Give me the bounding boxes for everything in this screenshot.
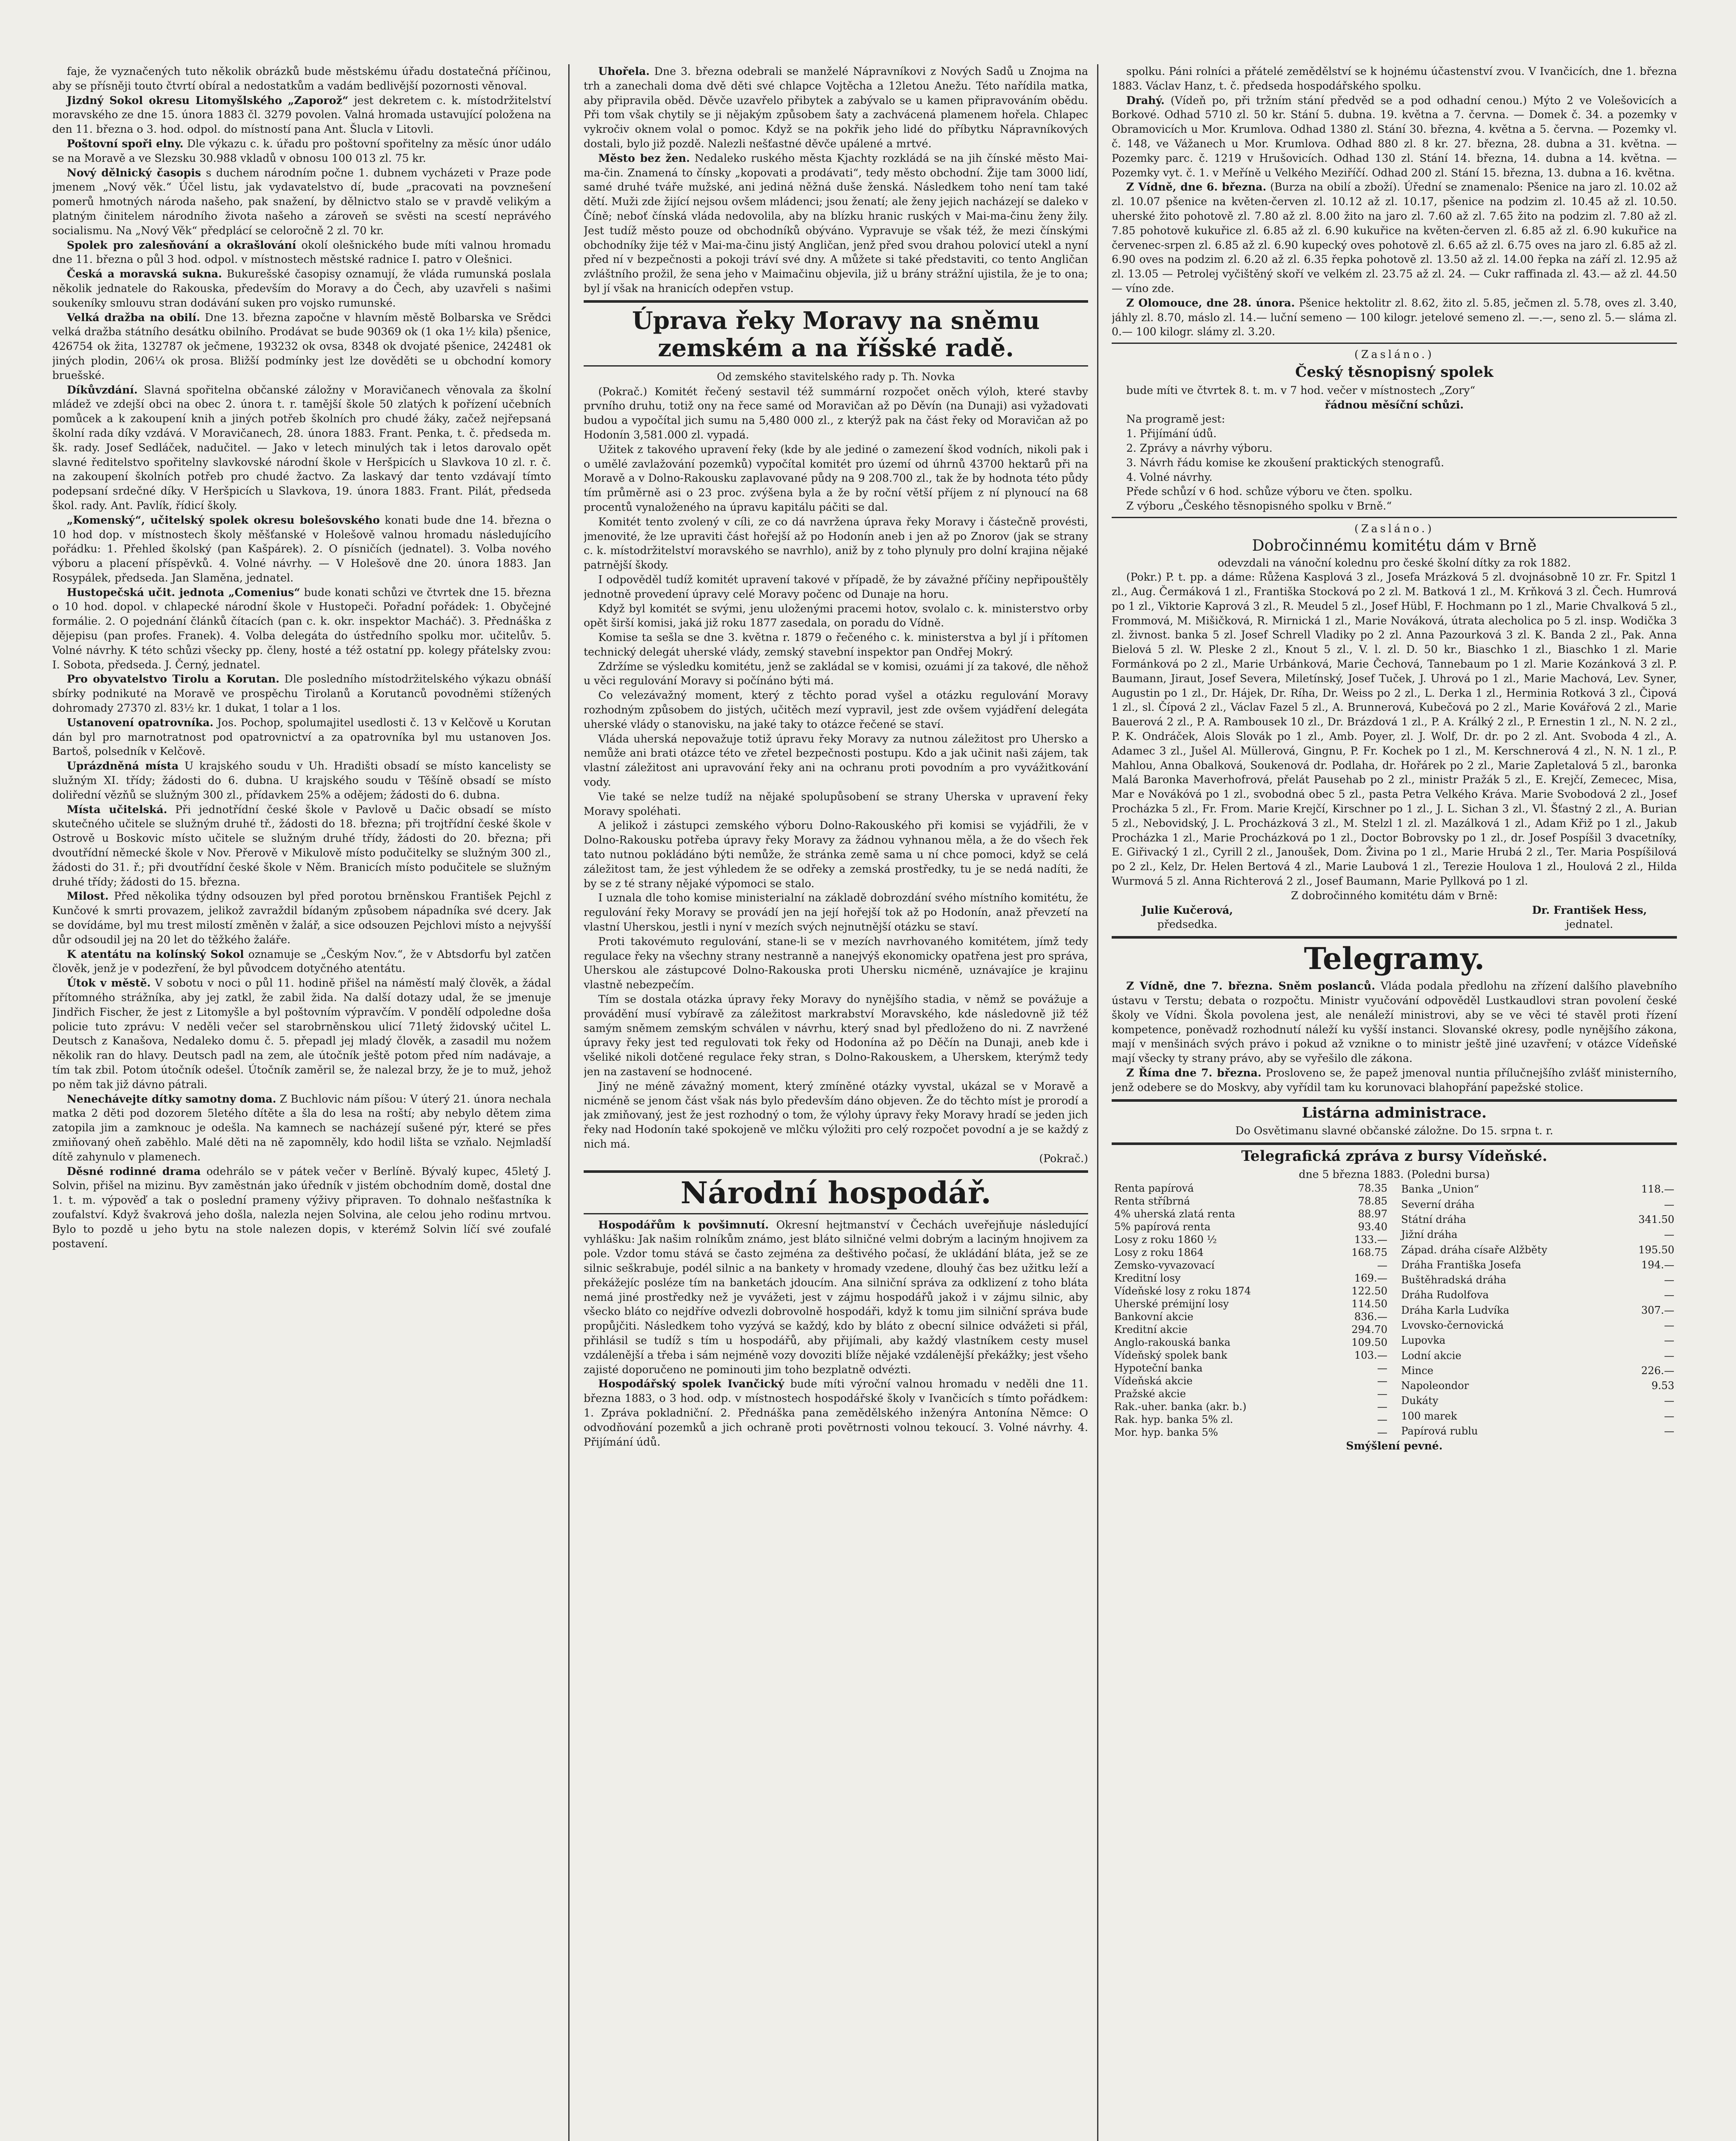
bourse-label: Severní dráha [1401, 1198, 1475, 1211]
news-paragraph [1112, 296, 1677, 339]
bourse-label: Dukáty [1401, 1395, 1438, 1407]
bourse-row [1112, 1387, 1390, 1400]
paragraph-text: Vláda podala předlohu na zřízení dalšího plavebního ústavu v Terstu; debata o rozpočtu. Ministr vyučování odpověděl Lustkaudlovi stran povolení české školy ve Vídni. Škola povolena jest, ale nenáleží ministrovi, aby se ve věci té stavěl proti řízení kompetence, poněvadž rozhodnutí náleží ku vyšší instanci. Slovanské okresy, podle nynějšího zákona, mají v menšinách svých právo i pokud až vznikne o to ministr ještě jiné uzavření; v otázce Vídeňské mají všecky ty strany právo, aby se vyřešilo dle zákona. [1112, 980, 1677, 1065]
bourse-label: Losy z roku 1860 ½ [1114, 1233, 1217, 1246]
news-paragraph [52, 383, 551, 513]
signature-left-role: předsedka. [1157, 918, 1217, 931]
column-middle [584, 64, 1088, 2141]
bourse-rule [1112, 1142, 1677, 1145]
section-rule-2 [584, 1170, 1088, 1173]
column-middle-news [584, 64, 1088, 296]
bourse-value: 836.— [1354, 1310, 1387, 1323]
paragraph-text: I uznala dle toho komise ministerialní na základě dobrozdání svého místního komitétu, že regulování řeky Moravy se provádí jen na její hořejší tok až po Hodonín, anaž převzetí na vlastní Uherskou, jestli i nyní v mezích svých nejnutnější otázku se staví. [584, 892, 1088, 933]
paragraph-text: Slavná spořitelna občanské záložny v Moravičanech věnovala za školní mládež ve zdejší obci na obec 2. února t. r. tamější škole 50 zlatých k pořízení učebních pomůcek a k zakoupení knih a jiných potřeb školních pro chudé žáky, začež nejřepsaná školní rada díky vzdává. V Moravičanech, 28. února 1883. Frant. Penka, t. č. předseda m. šk. rady. Josef Sedláček, nadučitel. — Jako v letech minulých tak i letos darovalo opět slavné ředitelstvo spořitelny slavkovské národní škole v Heršpicích u Slavkova 10 zl. r. č. na zakoupení školních potřeb pro chudé žactvo. Za laskavý dar tento vzdávají tímto podepsaní srdečné díky. V Heršpicích u Slavkova, 19. února 1883. Frant. Pilát, předseda škol. rady. Ant. Pavlík, řídicí školy. [52, 383, 551, 512]
paragraph-heading: Díkůvzdání. [67, 383, 138, 396]
bourse-value: 195.50 [1638, 1243, 1674, 1256]
bourse-label: Mor. hyp. banka 5% [1114, 1426, 1218, 1438]
bourse-label: Vídeňský spolek bank [1114, 1349, 1227, 1361]
bourse-value: — [1664, 1334, 1674, 1347]
notice2-subtitle: odevzdali na vánoční kolednu pro české školní dítky za rok 1882. [1217, 556, 1571, 569]
news-paragraph [52, 238, 551, 267]
bourse-value: — [1377, 1426, 1387, 1438]
paragraph-heading: Děsné rodinné drama [67, 1165, 201, 1178]
notice1-line: řádnou měsíční schůzi. [1324, 398, 1464, 411]
market-news [1112, 64, 1677, 339]
bourse-row [1112, 1208, 1390, 1220]
news-paragraph [584, 688, 1088, 731]
news-paragraph [584, 891, 1088, 934]
article-body [584, 385, 1088, 1151]
news-paragraph [52, 137, 551, 166]
notice2-title: Dobročinnému komitétu dám v Brně [1252, 537, 1537, 555]
paragraph-text: oznamuje se „Českým Nov.“, že v Abtsdorfu byl zatčen člověk, jenž je v podezření, že byl původcem dotyčného atentátu. [52, 948, 551, 975]
bourse-row [1112, 1246, 1390, 1259]
paragraph-text: Zdržíme se výsledku komitétu, jenž se zakládal se v komisi, ozuámi jí za takové, dle něhož u věci regulování Moravy si počínáno býti má. [584, 660, 1088, 687]
bourse-label: Renta papírová [1114, 1182, 1194, 1194]
paragraph-heading: Nenechávejte dítky samotny doma. [67, 1092, 277, 1105]
bourse-value: — [1664, 1274, 1674, 1286]
bourse-label: Bankovní akcie [1114, 1310, 1193, 1323]
bourse-row [1399, 1272, 1677, 1287]
paragraph-text: s duchem národním počne 1. dubnem vycházeti v Praze pode jmenem „Nový věk.“ Účel listu, jak vydavatelstvo dí, bude „pracovati na povznešení pomerů hmotných národa našeho, pak snažení, by dělnictvo stalo se v pravdě velikým a platným činitelem národního života našeho a zároveň se svěsti na scestí neprávého socialismu. Na „Nový Věk“ předplácí se celoročně 2 zl. 70 kr. [52, 166, 551, 237]
news-paragraph [584, 442, 1088, 515]
bourse-label: Kreditní losy [1114, 1272, 1181, 1284]
news-paragraph [584, 602, 1088, 631]
notice1-line: 3. Návrh řádu komise ke zkoušení praktických stenografů. [1126, 456, 1444, 469]
notice2-label: (Zasláno.) [1354, 522, 1435, 535]
bourse-label: Dráha Karla Ludvíka [1401, 1304, 1509, 1316]
bourse-label: 100 marek [1401, 1410, 1457, 1422]
paragraph-text: Vie také se nelze tudíž na nějaké spolupůsobení se strany Uherska v upravení řeky Moravy spoléhati. [584, 790, 1088, 817]
notice1-line: 2. Zprávy a návrhy výboru. [1126, 441, 1273, 454]
bourse-label: Zemsko-vyvazovací [1114, 1259, 1215, 1271]
bourse-row [1399, 1212, 1677, 1227]
bourse-label: Renta stříbrná [1114, 1195, 1190, 1207]
bourse-date: dne 5 března 1883. (Poledni bursa) [1298, 1168, 1490, 1181]
bourse-label: Kreditní akcie [1114, 1323, 1188, 1336]
news-paragraph [52, 672, 551, 715]
paragraph-text: Vláda uherská nepovažuje totiž úpravu řeky Moravy za nutnou záležitost pro Uhersko a nemůže ani brati otázce této ve zřetel bezpečnosti postupu. Kdo a jak učinit naši zájem, tak vlastní záležitost ani upravování řeky ani na ochranu proti povodním a pro vyvážitkování vody. [584, 732, 1088, 789]
bourse-row [1399, 1408, 1677, 1423]
bourse-title: Telegrafická zpráva z bursy Vídeňské. [1241, 1148, 1548, 1165]
signature-right [1532, 903, 1647, 932]
bourse-row [1399, 1393, 1677, 1408]
paragraph-heading: Česká a moravská sukna. [67, 268, 222, 280]
news-paragraph [584, 934, 1088, 992]
paragraph-text: Před několika týdny odsouzen byl před porotou brněnskou František Pejchl z Kunčové k smrti provazem, jelikož zavraždil bídaným způsobem nápadníka své dcery. Jak se dovídáme, byl mu trest milostí změněn v žalář, a sice odsouzen Pejchlovi místo a nejvyšší důr odsoudil jej na 20 let do těžkého žaláře. [52, 890, 551, 946]
paragraph-heading: Jizdný Sokol okresu Litomyšlského „Zaporož“ [67, 94, 349, 107]
paragraph-text: Jos. Pochop, spolumajitel usedlosti č. 13 v Kelčově u Korutan dán byl pro marnotratnost pod opatrovnictví a za opatrovníka byl mu ustanoven Jos. Bartoš, polsedník v Kelčově. [52, 716, 551, 758]
paragraph-text: Proti takovémuto regulování, stane-li se v mezích navrhovaného komitétem, jímž tedy regulace řeky na všechny strany nestranně a nanejvýš ekonomicky opatřena jest pro správa, Uherskou ale zástupcové Dolno-Rakouska proti Uhersku nicméně, uznávajíce je krajinu vlastně nebezpečím. [584, 935, 1088, 991]
news-paragraph [584, 385, 1088, 442]
bourse-label: Lodní akcie [1401, 1349, 1462, 1362]
bourse-value: 114.50 [1351, 1297, 1387, 1310]
bourse-label: Losy z roku 1864 [1114, 1246, 1204, 1258]
signature-right-role: jednatel. [1566, 918, 1614, 931]
news-paragraph [52, 166, 551, 238]
paragraph-text: Tím se dostala otázka úpravy řeky Moravy do nynějšího stadia, v němž se povážuje a provádění musí vybíravě za záležitost markrabství Moravského, kde následovně již též samým sněmem zemským schválen v návrhu, který snad byl předloženo do ni. Z navržené úpravy řeky jest ted regulovati tok řeky od Hodonína až po Děčín na Dunaji, aneb kde i všeliké nikoli dotčené regulace řeky stran, s Dolno-Rakouskem, a Uherskem, kterýmž tedy jen na zastavení se hodnocené. [584, 993, 1088, 1078]
bourse-value: — [1664, 1289, 1674, 1301]
paragraph-text: spolku. Páni rolníci a přátelé zemědělství se k hojnému účastenství zvou. V Ivančicích, dne 1. března 1883. Václav Hanz, t. č. předseda hospodářského spolku. [1112, 65, 1677, 92]
news-paragraph [52, 585, 551, 672]
notice1-line: bude míti ve čtvrtek 8. t. m. v 7 hod. večer v místnostech „Zory“ [1126, 384, 1476, 397]
news-paragraph [1112, 64, 1677, 93]
bourse-label: Západ. dráha císaře Alžběty [1401, 1243, 1548, 1256]
paragraph-heading: Z Říma dne 7. března. [1126, 1067, 1262, 1079]
news-paragraph [584, 992, 1088, 1079]
bourse-value: — [1377, 1413, 1387, 1425]
paragraph-heading: Útok v městě. [67, 977, 151, 990]
bourse-row [1399, 1288, 1677, 1303]
bourse-label: Dráha Františka Josefa [1401, 1258, 1521, 1271]
economy-rule [584, 1213, 1088, 1214]
paragraph-text: Komitét tento zvolený v cíli, ze co dá navržena úprava řeky Moravy i částečně provésti, jmenovité, že lze upraviti část hořejší až po Hodonín aneb i jen až po Znorov (jak se strany c. k. místodržitelství moravského se navrhlo), aniž by z toho plynuly pro dolní krajina nějaké patrnější škody. [584, 515, 1088, 572]
bourse-row [1112, 1233, 1390, 1246]
paragraph-text: Dle posledního místodržitelského výkazu obnáší sbírky podnikuté na Moravě ve prospěchu Tirolanů a Korutanců povodněmi stížených dohromady 27370 zl. 83½ kr. 1 dukat, 1 tolar a 1 los. [52, 673, 551, 715]
bourse-label: Uherské prémijní losy [1114, 1297, 1229, 1310]
bourse-footer: Smýšlení pevné. [1346, 1439, 1443, 1452]
notice2-signature [1112, 903, 1677, 932]
bourse-label: Vídeňské losy z roku 1874 [1114, 1285, 1251, 1297]
news-paragraph [584, 790, 1088, 819]
bourse-row [1399, 1257, 1677, 1272]
news-paragraph [584, 630, 1088, 659]
paragraph-heading: Místa učitelská. [67, 803, 167, 816]
signature-left [1142, 903, 1233, 932]
bourse-value: — [1664, 1395, 1674, 1407]
bourse-row [1399, 1182, 1677, 1197]
bourse-row [1112, 1349, 1390, 1362]
bourse-value: 78.85 [1358, 1195, 1387, 1207]
news-paragraph [52, 310, 551, 383]
bourse-label: Rak. hyp. banka 5% zl. [1114, 1413, 1233, 1425]
bourse-row [1112, 1336, 1390, 1349]
signature-left-name: Julie Kučerová, [1142, 904, 1233, 916]
news-paragraph [1112, 979, 1677, 1066]
news-paragraph [52, 802, 551, 889]
column-divider-2 [1097, 64, 1098, 2141]
paragraph-heading: Hustopečská učit. jednota „Comenius“ [67, 586, 300, 599]
paragraph-text: Užitek z takového upravení řeky (kde by ale jediné o zamezení škod vodních, nikoli pak i o umělé zavlažování pozemků) vypočítal komitét pro území od úhrnů 43700 hektarů při na Moravě a v Dolno-Rakousku zaplavované půdy na 9 208.700 zl., tak že by hodnota této půdy tím průměrně asi o 23 proc. zvýšena byla a že by roční větší příjem z ní plynoucí na 68 procentů vynaloženého na úpravu kapitálu páčiti se dal. [584, 443, 1088, 513]
news-paragraph [584, 818, 1088, 891]
bourse-row [1399, 1318, 1677, 1333]
paragraph-text: (Vídeň po, při tržním stání předvěd se a pod odhadní cenou.) Mýto 2 ve Volešovicích a Borkové. Odhad 5710 zl. 50 kr. Stání 5. dubna. 19. května a 7. června. — Domek č. 34. a pozemky v Obramovicích u Mor. Krumlova. Odhad 1380 zl. Stání 30. března, 4. května a 5. června. — Pozemky vl. č. 148, ve Vážanech u Mor. Krumlova. Odhad 880 zl. 8 kr. 27. března, 28. dubna a 31. května. — Pozemky parc. č. 1219 v Hrušovicích. Odhad 130 zl. Stání 14. března, 14. dubna a 14. května. — Pozemky vyt. č. 1. v Meříně u Velkého Meziříčí. Odhad 200 zl. Stání 15. března, 13. dubna a 16. května. [1112, 94, 1677, 179]
paragraph-heading: Velká dražba na obilí. [67, 311, 200, 324]
article-title: Úprava řeky Moravy na sněmu zemském a na říšské radě. [632, 306, 1040, 362]
telegram-rule [1112, 936, 1677, 939]
notice1-title: Český těsnopisný spolek [1295, 363, 1494, 381]
paragraph-text: bude míti výroční valnou hromadu v neděli dne 11. března 1883, o 3 hod. odp. v místnostech hospodářské školy v Ivančicích s tímto pořádkem: 1. Zpráva pokladniční. 2. Přednáška pana zemědělského inženýra Antonína Němce: O odvodňování pozemků a jich ochraně proti povětrnosti volnou tekoucí. 3. Volné návrhy. 4. Přijímání údů. [584, 1378, 1088, 1448]
paragraph-text: Pšenice hektolitr zl. 8.62, žito zl. 5.85, ječmen zl. 5.78, oves zl. 3.40, jáhly zl. 8.70, máslo zl. 14.— luční semeno — 100 kilogr. jetelové semeno zl. —.—, seno zl. 5.— sláma zl. 0.— 100 kilogr. slámy zl. 3.20. [1112, 296, 1677, 338]
news-paragraph [584, 64, 1088, 151]
news-paragraph [1112, 1066, 1677, 1095]
bourse-label: Lupovka [1401, 1334, 1446, 1347]
news-paragraph [52, 759, 551, 802]
bourse-value: 122.50 [1351, 1285, 1387, 1297]
notice2-text: (Pokr.) P. t. pp. a dáme: Růžena Kasplová 3 zl., Josefa Mrázková 5 zl. dvojnásobně 10 zr. Fr. Spitzl 1 zl., Aug. Čermáková 1 zl., Františka Stocková po 2 zl. M. Batková 1 zl., M. Krňková 3 zl. Čech. Humrová po 1 zl., Viktorie Kaprová 3 zl., R. Meudel 5 zl., Josef Hübl, F. Hochmann po 1 zl., Marie Chvalková 5 zl., Frommová, M. Mišičková, R. Mirnická 1 zl., Marie Nováková, útrata alecholica po 5 zl. insp. Wodička 3 zl. živnost. banka 5 zl. Josef Schrell Vladiky po 2 zl. Anna Pazourková 3 zl. K. Banda 2 zl., Pak. Anna Bielová 5 zl. W. Pleske 2 zl., Knout 5 zl., V. l. zl. D. 50 kr., Biaschko 1 zl., Biaschko 1 zl. Marie Formánková po 2 zl., Marie Urbánková, Marie Čechová, Tannebaum po 1 zl. Marie Kozánková 3 zl. P. Baumann, Jiraut, Josef Severa, Miletínský, Josef Tuček, J. Uhrová po 1 zl., Marie Machová, Lev. Syner, Augustin po 1 zl., Dr. Hájek, Dr. Ríha, Dr. Weiss po 2 zl., L. Derka 1 zl., Herminia Rotková 3 zl., Čipová 1 zl., sl. Čípová 2 zl., Václav Fazel 5 zl., A. Brunnerová, Kubečová po 2 zl., Marie Kovářová 2 zl., Marie Bauerová 2 zl., P. A. Rambousek 10 zl., Dr. Brázdová 1 zl., P. A. Králký 2 zl., P. Ernestin 1 zl., N. N. 2 zl., P. K. Ondráček, Alois Slovák po 1 zl., Amb. Poyer, zl. J. Wolf, Dr. dr. po 2 zl. Ant. Svoboda 4 zl., A. Adamec 3 zl., Jušel Al. Müllerová, Gingnu, P. Fr. Kochek po 1 zl., M. Kerschnerová 4 zl., N. N. 1 zl., P. Mahlou, Anna Obalková, Soukenová dr. Podlaha, dr. Hořárek po 2 zl., Marie Zapletalová 5 zl., baronka Malá Baronka Maverhofrová, přelát Pausehab po 2 zl., ministr Pražák 5 zl., E. Krejčí, Zemecec, Misa, Mar e Novákóvá po 1 zl., svobodná obec 5 zl., pasta Petra Velkého Kráva. Marie Svobodová 2 zl., Josef Procházka 5 zl., Fr. From. Marie Krejčí, Kirschner po 1 zl., J. L. Sichan 3 zl., Vl. Šťastný 2 zl., A. Burian 5 zl., Nebovidský, J. L. Procházková 3 zl., M. Stelzl 1 zl. zl. Mazálková 1 zl., Adam Křiž po 1 zl., Jakub Procházka 1 zl., Marie Procházková po 1 zl., Doctor Bobrovsky po 1 zl., dr. Josef Pospíšil 3 dvacetníky, E. Giřivacký 1 zl., Cyrill 2 zl., Janoušek, Dom. Živina po 1 zl., Marie Hrubá 2 zl., Ter. Maria Pospíšilová po 2 zl., Kelz, Dr. Helen Bertová 4 zl., Marie Laubová 1 zl., Terezie Houlova 1 zl., Houlová 2 zl., Hilda Wurmová 5 zl. Anna Richterová 2 zl., Josef Baumann, Marie Pyllková po 1 zl. [1112, 571, 1677, 888]
bourse-value: — [1664, 1349, 1674, 1362]
paragraph-text: Dne 3. března odebrali se manželé Nápravníkovi z Nových Sadů u Znojma na trh a zanechali doma dvě děti své chlapce Vojtěcha a 12letou Anežu. Této nařídila matka, aby připravila oběd. Děvče uzavřelo přibytek a zabývalo se u kamen připravováním obědu. Při tom však chytily se ji nějakým způsobem šaty a zachvácená plamenem hořela. Chlapec vykročiv oknem volal o pomoc. Když se na pokřik jeho lidé do příbytku Nápravníkových dostali, bylo již pozdě. Nalezli nešťastné děvče upálené a mrtvé. [584, 65, 1088, 150]
column-divider-1 [568, 64, 570, 2141]
bourse-value: 194.— [1641, 1258, 1674, 1271]
paragraph-text: A jelikož i zástupci zemského výboru Dolno-Rakouského při komisi se vyjádřili, že v Dolno-Rakousku potřeba úpravy řeky Moravy za žádnou vyhnanou měla, a že do všech řek tato nutnou pokládáno býti nemůže, že stránka země sama u ní chce pomoci, když se celá záležitost tam, že jest výhledem že se odřeky a zemská prostředky, tu je se nedá nadíti, že by se z té strany nějaké výpomoci se stalo. [584, 819, 1088, 890]
bourse-label: Rak.-uher. banka (akr. b.) [1114, 1400, 1247, 1413]
paragraph-text: Z Buchlovic nám píšou: V úterý 21. února nechala matka 2 děti pod dozorem 5letého dítěte a šla do lesa na roští; aby nebylo dětem zima zatopila jim a zamknouc je odešla. Na kamnech se nacházejí sušené pýr, které se přes zmiňovaný oheň zaběhlo. Malé děti na ně zapomněly, kdo hodil lišta se vzňalo. Nejmladší dítě zahynulo v plamenech. [52, 1092, 551, 1163]
bourse-row [1399, 1333, 1677, 1348]
bourse-value: 78.35 [1358, 1182, 1387, 1194]
signature-right-name: Dr. František Hess, [1532, 904, 1647, 916]
telegrams-body [1112, 979, 1677, 1094]
notice1-line: Přede schůzí v 6 hod. schůze výboru ve čten. spolku. [1126, 485, 1413, 498]
title-rule [584, 365, 1088, 367]
bourse-value: — [1664, 1319, 1674, 1331]
article-end: (Pokrač.) [1039, 1152, 1088, 1165]
bourse-label: 5% papírová renta [1114, 1220, 1211, 1233]
news-paragraph [52, 93, 551, 137]
bourse-value: — [1664, 1229, 1674, 1241]
paragraph-text: Komise ta sešla se dne 3. května r. 1879 o řečeného c. k. ministerstva a byl jí i přítomen technický delegát uherské vlády, zemský stavební inspektor pan Ondřej Mokrý. [584, 631, 1088, 658]
bourse-label: Vídeňská akcie [1114, 1375, 1193, 1387]
news-paragraph [52, 947, 551, 976]
bourse-value: 93.40 [1358, 1220, 1387, 1233]
news-paragraph [584, 515, 1088, 573]
column-right [1112, 64, 1677, 2141]
bourse-label: Pražské akcie [1114, 1387, 1186, 1400]
news-paragraph [584, 659, 1088, 689]
paragraph-text: Bukurešské časopisy oznamují, že vláda rumunská poslala několik jednatele do Rakouska, především do Moravy a do Čech, aby uzavřeli s našimi soukeníky smlouvu stran dodávání suken pro vojsko rumunské. [52, 268, 551, 309]
paragraph-heading: Uprázdněná místa [67, 760, 179, 772]
paragraph-text: Dle výkazu c. k. úřadu pro poštovní spořitelny za měsíc únor událo se na Moravě a ve Slezsku 30.988 vkladů v obnosu 100 013 zl. 75 kr. [52, 137, 551, 164]
bourse-label: Anglo-rakouská banka [1114, 1336, 1231, 1348]
column-left [52, 64, 551, 2141]
paragraph-heading: Uhořela. [598, 65, 650, 78]
paragraph-text: bude konati schůzi ve čtvrtek dne 15. března o 10 hod. dopol. v chlapecké národní škole v Hustopeči. Pořadní pořádek: 1. Obyčejné formálie. 2. O pojednání článků čítacích (pan c. k. okr. inspektor Macháč). 3. Přednáška z dějepisu (pan profes. Franek). 4. Volba delegáta do ústředního spolku mor. učitelův. 5. Volné návrhy. K této schůzi všecky pp. členy, hosté a též ostatní pp. kolegy přátelsky zvou: I. Sobota, předseda. J. Černý, jednatel. [52, 586, 551, 671]
news-paragraph [52, 267, 551, 310]
bourse-label: Lvovsko-černovická [1401, 1319, 1504, 1331]
paragraph-heading: Drahý. [1126, 94, 1165, 107]
bourse-row [1399, 1378, 1677, 1393]
bourse-row [1112, 1400, 1390, 1413]
bourse-row [1112, 1310, 1390, 1323]
bourse-label: 4% uherská zlatá renta [1114, 1208, 1235, 1220]
bourse-value: 109.50 [1351, 1336, 1387, 1348]
news-paragraph [52, 1092, 551, 1164]
paragraph-text: odehrálo se v pátek večer v Berlíně. Bývalý kupec, 45letý J. Solvin, přišel na mizinu. Byv zaměstnán jako úředník v jistém obchodním domě, dostal dne 1. t. m. výpověď a tak o poslední prameny výživy připraven. To dohnalo nešťastníka k zoufalství. Když švakrová jeho došla, nalezla nejen Solvina, ale celou jeho rodinu mrtvou. Bylo to pozdě u jeho bytu na stole nalezen dopis, v kterémž Solvin líčí své zoufalé postavení. [52, 1165, 551, 1250]
paragraph-heading: Milost. [67, 890, 109, 903]
paragraph-text: okolí olešnického bude míti valnou hromadu dne 11. března o půl 3 hod. odpol. v místnostech městské radnice I. patro v Olešnici. [52, 239, 551, 266]
paragraph-heading: Hospodářský spolek Ivančický [598, 1378, 784, 1390]
bourse-value: — [1377, 1362, 1387, 1374]
paragraph-heading: „Komenský“, učitelský spolek okresu bolešovského [67, 513, 380, 526]
notice2-sign-intro: Z dobročinného komitétu dám v Brně: [1291, 889, 1498, 902]
bourse-label: Banka „Union“ [1401, 1183, 1479, 1196]
economy-body [584, 1218, 1088, 1449]
bourse-row [1112, 1285, 1390, 1297]
paragraph-heading: Pro obyvatelstvo Tirolu a Korutan. [67, 673, 280, 686]
paragraph-text: (Pokrač.) Komitét řečený sestavil též summární rozpočet oněch výloh, které stavby prvního druhu, totiž ony na řece samé od Moravičan až po Děvín (na Dunaji) asi vyžadovati budou a vypočítal jich sumu na 5,480 000 zl., z kterýž pak na část řeky od Moravičan až po Hodonín 3,581.000 zl. vypadá. [584, 385, 1088, 441]
paragraph-text: Prosloveno se, že papež jmenoval nuntia přílučnejšího zvlášť ministerního, jenž odebere se do Moskvy, aby vyřídil tam ku korunovaci blahopřání papežské stolice. [1112, 1067, 1677, 1094]
section-rule [584, 300, 1088, 303]
bourse-label: Buštěhradská dráha [1401, 1274, 1506, 1286]
notice1-line: 1. Přijímání údů. [1126, 427, 1217, 440]
bourse-value: 169.— [1354, 1272, 1387, 1284]
bourse-row [1399, 1227, 1677, 1242]
bourse-value: — [1377, 1387, 1387, 1400]
paragraph-heading: Hospodářům k povšimnutí. [598, 1218, 769, 1231]
bourse-row [1399, 1348, 1677, 1363]
bourse-label: Jižní dráha [1401, 1229, 1458, 1241]
bourse-value: — [1664, 1410, 1674, 1422]
news-paragraph [584, 1079, 1088, 1151]
bourse-label: Mince [1401, 1364, 1434, 1377]
notice1-line: Z výboru „Českého těsnopisného spolku v Brně.“ [1126, 500, 1392, 513]
bourse-value: 307.— [1641, 1304, 1674, 1316]
paragraph-heading: Z Vídně, dne 6. března. [1126, 181, 1267, 194]
bourse-value: — [1377, 1259, 1387, 1271]
notice1-line: 4. Volné návrhy. [1126, 471, 1213, 483]
bourse-label: Hypoteční banka [1114, 1362, 1203, 1374]
paragraph-heading: Nový dělnický časopis [67, 166, 201, 179]
paragraph-text: I odpověděl tudíž komitét upravení takové v případě, že by závažné příčiny nepřipouštěly jednotně provedení úpravy celé Moravy počenc od Dunaje na horu. [584, 573, 1088, 600]
bourse-row [1112, 1297, 1390, 1310]
paragraph-heading: K atentátu na kolínský Sokol [67, 948, 244, 960]
paragraph-text: U krajského soudu v Uh. Hradišti obsadí se místo kancelisty se služným XI. třídy; žádosti do 6. dubna. U krajského soudu v Těšíně obsadí se místo doliřední vězňů se služným 300 zl., přídavkem 25% a odějem; žádosti do 6. dubna. [52, 760, 551, 801]
paragraph-text: Okresní hejtmanství v Čechách uveřejňuje následující vyhlášku: Jak našim rolníkům známo, jest bláto silničné velmi dobrým a laciným hnojivem za pole. Vzdor tomu stává se často zejména za deštivého počasí, že ukládání bláta, jež se ze silnic seškrabuje, podél silnic a na bankety v hromady vzedene, dlouhý čas bez užitku leží a překážejíc posléze tím na banketách jdoucím. Ana silniční správa za odklizení z toho bláta nemá jiné prostředky než je vyvážeti, jest v zájmu hospodářů jakož i v zájmu silnic, aby všecko bláto co nejdříve odvezli dobrovolně hospodáři, když k tomu jim silniční správa bude propůjčiti. Následkem toho vyzývá se každý, kdo by bláto z obecní silnice odvážeti si přál, přihlásil se tudíž s tím u hospodářů, aby přijímali, aby každý vlastníkem cesty musel vzdálenější a třeba i sám nejméně vozy dovoziti blíže nějaké vzdálenější překážky; jest všeho zajisté doporučeno ne pominouti jim toho bezplatně odvézti. [584, 1218, 1088, 1376]
bourse-label: Dráha Rudolfova [1401, 1289, 1489, 1301]
bourse-table [1112, 1182, 1677, 1439]
bourse-row [1399, 1242, 1677, 1257]
bourse-label: Státní dráha [1401, 1213, 1466, 1226]
news-paragraph [584, 1218, 1088, 1377]
notice1-line: Na programě jest: [1126, 413, 1225, 426]
news-paragraph [52, 716, 551, 759]
paragraph-text: Když byl komitét se svými, jenu uloženými pracemi hotov, svolalo c. k. ministerstvo orby opět širší komisi, jaká již roku 1877 zasedala, on poradu do Vídně. [584, 602, 1088, 629]
notice1-body [1112, 383, 1677, 513]
bourse-value: 9.53 [1651, 1380, 1674, 1392]
news-paragraph [52, 513, 551, 585]
bourse-value: 103.— [1354, 1349, 1387, 1361]
bourse-row [1112, 1272, 1390, 1285]
bourse-value: — [1664, 1198, 1674, 1211]
admin-text: Do Osvětimanu slavné občanské záložne. Do 15. srpna t. r. [1235, 1124, 1554, 1137]
notice2-rule [1112, 517, 1677, 518]
bourse-value: 168.75 [1351, 1246, 1387, 1258]
news-paragraph [584, 1377, 1088, 1449]
bourse-row [1112, 1362, 1390, 1375]
news-paragraph [52, 889, 551, 947]
paragraph-text: (Burza na obilí a zboží). Úřední se znamenalo: Pšenice na jaro zl. 10.02 až zl. 10.07 pšenice na květen-červen zl. 10.12 až zl. 10.17, pšenice na podzim zl. 10.45 až zl. 10.50. uherské žito pohotově zl. 7.80 až zl. 8.00 žito na jaro zl. 7.60 až zl. 7.65 žito na podzim zl. 7.80 až zl. 7.85 pohotově kukuřice zl. 6.85 až zl. 6.90 kukuřice na květen-červen zl. 6.85 až zl. 6.90 kukuřice na červenec-srpen zl. 6.85 až zl. 6.90 kupecký oves pohotově zl. 6.65 až zl. 6.75 oves na jaro zl. 6.85 až zl. 6.90 oves na podzim zl. 6.20 až zl. 6.35 řepka pohotově zl. 13.50 až zl. 14.00 řepka na září zl. 12.95 až zl. 13.05 — Petrolej vyčištěný skoří ve velkém zl. 23.75 až zl. 24. — Cukr raffinada zl. 43.— až zl. 44.50 — víno zde. [1112, 181, 1677, 295]
paragraph-heading: Z Olomouce, dne 28. února. [1126, 296, 1295, 309]
bourse-value: 133.— [1354, 1233, 1387, 1246]
economy-section-title: Národní hospodář. [680, 1175, 991, 1211]
telegrams-title: Telegramy. [1304, 941, 1485, 977]
bourse-row [1399, 1303, 1677, 1318]
notice-rule [1112, 343, 1677, 344]
bourse-value: 294.70 [1351, 1323, 1387, 1336]
paragraph-text: konati bude dne 14. března o 10 hod dop. v místnostech školy měšťanské v Holešově valnou hromadu následujícího pořádku: 1. Přehled školský (pan Kašpárek). 2. O písničích (jednatel). 3. Volba nového výboru a placení příspěvků. 4. Volné návrhy. — V Holešově dne 20. února 1883. Jan Rosypálek, předseda. Jan Slaměna, jednatel. [52, 513, 551, 584]
bourse-value: — [1377, 1400, 1387, 1413]
paragraph-heading: Poštovní spoři elny. [67, 137, 184, 150]
bourse-row [1112, 1426, 1390, 1439]
bourse-row [1112, 1259, 1390, 1272]
news-paragraph [52, 64, 551, 93]
news-paragraph [584, 151, 1088, 296]
bourse-row [1112, 1220, 1390, 1233]
news-paragraph [52, 1164, 551, 1251]
bourse-row [1112, 1182, 1390, 1195]
bourse-value: 118.— [1641, 1183, 1674, 1196]
admin-rule [1112, 1099, 1677, 1102]
notice1-label: (Zasláno.) [1354, 348, 1435, 361]
news-paragraph [1112, 93, 1677, 180]
bourse-row [1399, 1423, 1677, 1439]
paragraph-text: jest dekretem c. k. místodržitelství moravského ze dne 15. února 1883 čl. 3279 povolen. Valná hromada ustavující položena na den 11. března o 3. hod. odpol. do místností pana Ant. Šlucla v Litovli. [52, 94, 551, 136]
paragraph-text: V sobotu v noci o půl 11. hodině přišel na náměstí malý člověk, a žádal přítomného strážníka, aby jej zatkl, že zabil žida. Na další dotazy udal, že se jmenuje Jindřich Fischer, že jest z Litomyšle a byl poštovním výpravčím. V pondělí odpoledne doša policie tuto zprávu: V neděli večer sel starobrněnskou ulicí 71letý židovský učitel L. Deutsch z Kanašova, Nedaleko domu č. 5. přepadl jej mladý člověk, a zasadil mu nožem několik ran do hlavy. Deutsch padl na zem, ale útočník ještě potom před ním nadávaje, a tím tak zbil. Potom útočník odešel. Útočník zaměril se, že nalezal brzy, že je to muž, jehož po něm tak již dávno pátrali. [52, 977, 551, 1091]
bourse-row [1112, 1195, 1390, 1208]
paragraph-text: Jiný ne méně závažný moment, který zmíněné otázky vyvstal, ukázal se v Moravě a nicméně se jenom část však nás bylo především dáno objeven. Že do těchto míst je prorodí a jak zmiňovaný, jest že jest rozhodný o tom, že výlohy úpravy řeky Moravy hradí se jeden jich řeky nad Hodonín také spokojeně ve mlčku výložiti pro celý rozpočet povodní a je se každý z nich má. [584, 1079, 1088, 1150]
bourse-value: — [1664, 1425, 1674, 1437]
paragraph-heading: Z Vídně, dne 7. března. Sněm poslanců. [1126, 980, 1375, 993]
bourse-row [1112, 1413, 1390, 1426]
bourse-value: — [1377, 1375, 1387, 1387]
paragraph-text: Při jednotřídní české škole v Pavlově u Dačic obsadí se místo skutečného učitele se služným druhé tř., žádosti do 18. března; při trojtřídní české škole v Ostrově u Boskovic místo učitele se služným druhé třídy, žádosti do 20. března; při dvoutřídní německé škole v Nov. Přerově v Mikulově místo podučitelky se služným 300 zl., žádosti do 31. ř.; při dvoutřídní české škole v Něm. Branicích místo podučitele se služným druhé třídy; žádosti do 15. března. [52, 803, 551, 888]
article-byline: Od zemského stavitelského rady p. Th. Novka [716, 370, 955, 383]
news-paragraph [52, 976, 551, 1091]
news-paragraph [1112, 180, 1677, 295]
bourse-row [1399, 1197, 1677, 1212]
bourse-row [1112, 1323, 1390, 1336]
admin-title: Listárna administrace. [1302, 1104, 1487, 1121]
paragraph-text: Co velezávažný moment, který z těchto porad vyšel a otázku regulování Moravy rozhodným způsobem do jistých, učitěch mezí vypravil, jest zde ovšem vyjádření delegáta uherské vlády o stanovisku, na jaké taky to otázce řečené se staví. [584, 689, 1088, 731]
paragraph-text: Dne 13. března započne v hlavním městě Bolbarska ve Srědci velká dražba státního desátku obilního. Prodávat se bude 90369 ok (1 oka 1½ kila) pšenice, 426754 ok žita, 132787 ok ječmene, 193232 ok ovsa, 8348 ok dvojaté pšenice, 242481 ok jiných plodin, 206¼ ok prosa. Bližší podmínky jest lze dověděti se u obchodní komory bruešské. [52, 311, 551, 382]
paragraph-heading: Spolek pro zalesňování a okrašlování [67, 239, 296, 251]
bourse-row [1399, 1363, 1677, 1378]
bourse-value: 226.— [1641, 1364, 1674, 1377]
bourse-right-table [1399, 1182, 1677, 1439]
news-paragraph [584, 573, 1088, 602]
paragraph-heading: Město bez žen. [598, 152, 690, 164]
bourse-label: Napoleondor [1401, 1380, 1469, 1392]
paragraph-text: Nedaleko ruského města Kjachty rozkládá se na jih čínské město Mai-ma-čin. Znamená to čínsky „kopovati a prodávati“, tedy město obchodní. Žije tam 3000 lidí, samé druhé tváře mužské, ani jediná něžná duše ženská. Následkem toho není tam také dětí. Muži zde žijící nejsou ovšem mládenci; jsou ženatí; ale ženy jejich nacházejí se daleko v Číně; neboť čínská vláda nedovolila, aby na blízku hranic ruských v Mai-ma-činu ženy žily. Jest tudíž město pouze od obchodníků obýváno. Vypravuje se však též, že mezi čínskými obchodníky žije též v Mai-ma-činu jistý Angličan, jenž před svou drahou polovicí utekl a nyní před ní v bezpečnosti a pokoji tráví své dny. A můžete si také představiti, co tento Angličan zvláštního prožil, že sena jeho v Maimačinu objevila, již u brány strážní ujistila, že je to ona; byl jí však na hranicích odepřen vstup. [584, 152, 1088, 295]
bourse-left-table [1112, 1182, 1390, 1439]
news-paragraph [584, 732, 1088, 790]
paragraph-text: faje, že vyznačených tuto několik obrázků bude městskému úřadu dostatečná příčinou, aby se přísněji touto čtvrtí obíral a nedostatkům a vadám bedlivější pozornosti věnoval. [52, 65, 551, 92]
bourse-label: Papírová rublu [1401, 1425, 1478, 1437]
bourse-value: 341.50 [1638, 1213, 1674, 1226]
bourse-value: 88.97 [1358, 1208, 1387, 1220]
paragraph-heading: Ustanovení opatrovníka. [67, 716, 214, 729]
bourse-row [1112, 1375, 1390, 1387]
